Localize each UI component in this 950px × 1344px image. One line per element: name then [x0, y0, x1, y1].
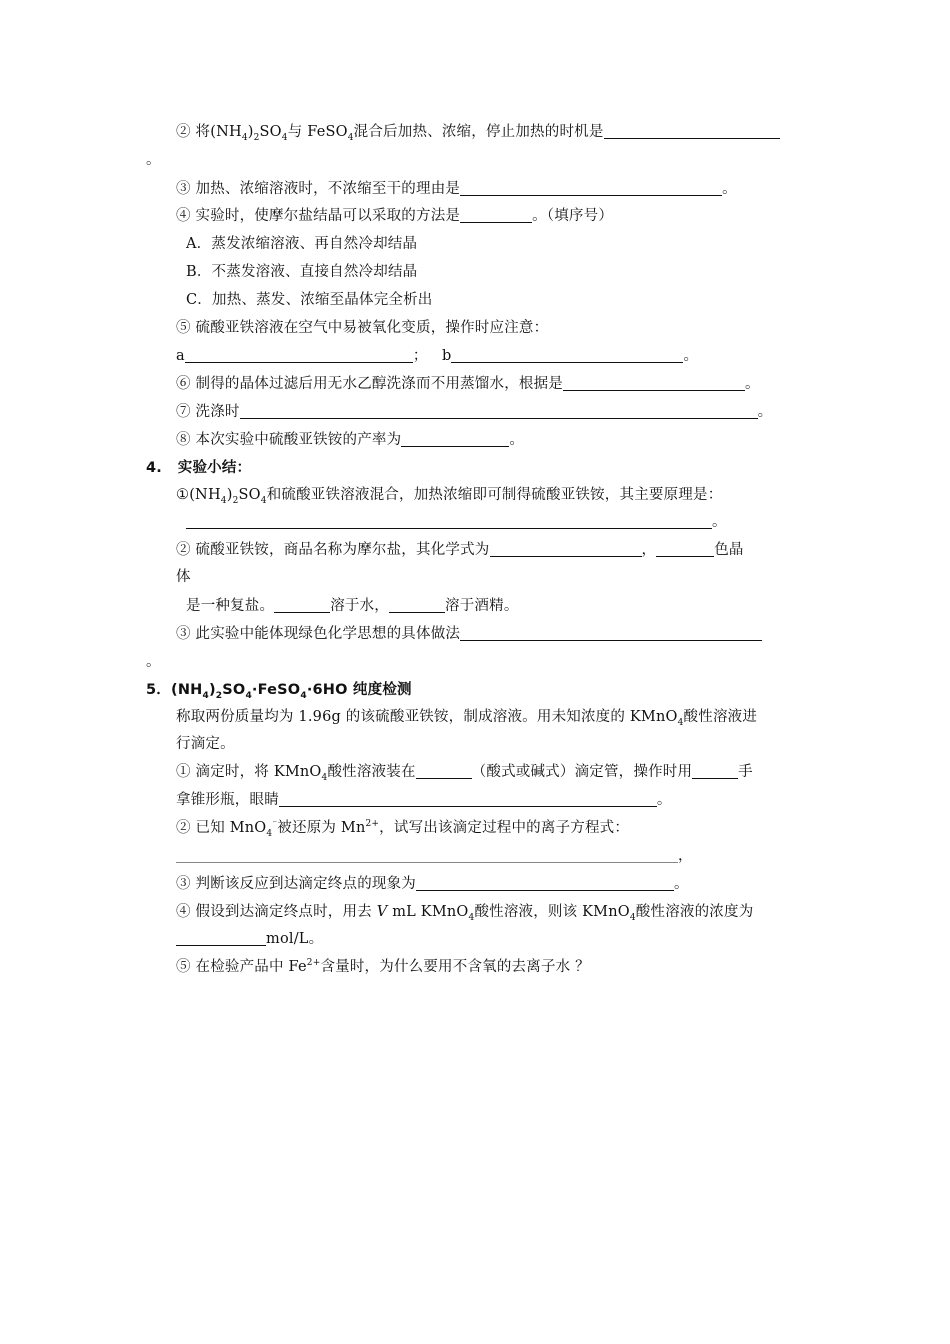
- question-2-line: [176, 122, 780, 142]
- summary-3-line: [176, 624, 762, 644]
- text: ⑤ 在检验产品中 Fe: [176, 959, 307, 975]
- text: 。: [146, 654, 161, 670]
- text: ⑧ 本次实验中硫酸亚铁铵的产率为: [176, 432, 402, 448]
- text: ⑦ 洗涤时: [176, 404, 240, 420]
- subscript: 4: [220, 495, 227, 506]
- text: 手: [738, 764, 753, 780]
- subscript: 4: [677, 717, 684, 728]
- text: 酸性溶液的浓度为: [635, 904, 754, 920]
- answer-blank[interactable]: [416, 764, 472, 779]
- text: 。: [656, 792, 672, 808]
- answer-blank[interactable]: [389, 598, 445, 613]
- text: ①(NH: [176, 487, 221, 503]
- question-7-line: [176, 402, 772, 422]
- text: SO: [238, 487, 261, 503]
- text: 色晶: [714, 542, 744, 558]
- text: 和硫酸亚铁溶液混合，加热浓缩即可制得硫酸亚铁铵，其主要原理是：: [266, 487, 723, 503]
- text: (NH: [210, 124, 242, 140]
- question-4-line: [176, 206, 613, 226]
- text: ② 硫酸亚铁铵，商品名称为摩尔盐，其化学式为: [176, 542, 490, 558]
- question-8-line: [176, 430, 524, 450]
- text: 。: [745, 376, 760, 392]
- text: 酸性溶液装在: [327, 764, 416, 780]
- answer-blank[interactable]: [460, 626, 762, 641]
- titration-1-line: [176, 762, 753, 782]
- text: 含量时，为什么要用不含氧的去离子水 ？: [320, 959, 590, 975]
- text: 。: [674, 876, 689, 892]
- titration-2-answer: [176, 846, 693, 866]
- text: ③ 判断该反应到达滴定终点的现象为: [176, 876, 417, 892]
- subscript: 4: [629, 912, 636, 923]
- subscript: 2: [215, 690, 223, 701]
- option-c: [186, 290, 433, 310]
- answer-blank[interactable]: [460, 181, 722, 196]
- text: b: [442, 348, 452, 364]
- subscript: 2: [232, 495, 239, 506]
- text: ·6HO 纯度检测: [306, 682, 412, 698]
- subscript: 4: [202, 690, 209, 701]
- answer-blank[interactable]: [490, 542, 642, 557]
- subscript: 4: [321, 772, 328, 783]
- superscript: 2+: [365, 819, 380, 830]
- text: ): [247, 124, 254, 140]
- titration-2-line: [176, 818, 629, 838]
- subscript: 4: [300, 690, 307, 701]
- summary-2-cont: [176, 567, 191, 587]
- option-a: [186, 234, 417, 254]
- text: ，: [678, 848, 693, 864]
- text: 。（填序号）: [532, 208, 614, 224]
- summary-1-answer: [186, 512, 727, 532]
- text: 。: [509, 432, 525, 448]
- text: 。: [757, 404, 773, 420]
- text: ，试写出该滴定过程中的离子方程式：: [379, 820, 630, 836]
- text: 酸性溶液，则该 KMnO: [474, 904, 630, 920]
- intro-line: [176, 707, 757, 727]
- text: 5．(NH: [146, 682, 203, 698]
- section-title: 实验小结：: [177, 460, 252, 476]
- text: ② 将: [176, 124, 211, 140]
- answer-blank[interactable]: [176, 848, 678, 863]
- superscript: ⁻: [272, 819, 278, 830]
- titration-4-line: [176, 902, 753, 922]
- text: 酸性溶液进: [683, 709, 758, 725]
- answer-blank[interactable]: [604, 124, 780, 139]
- text: SO: [259, 124, 282, 140]
- answer-blank[interactable]: [563, 376, 745, 391]
- answer-blank[interactable]: [274, 598, 330, 613]
- intro-cont: [176, 734, 235, 754]
- text: ④ 假设到达滴定终点时，用去: [176, 904, 377, 920]
- continuation-line: [146, 150, 161, 170]
- answer-blank-a[interactable]: [185, 348, 413, 363]
- subscript: 4: [281, 132, 288, 143]
- answer-blank[interactable]: [692, 764, 738, 779]
- text: ① 滴定时，将 KMnO: [176, 764, 322, 780]
- subscript: 4: [347, 132, 354, 143]
- text: 。: [722, 181, 737, 197]
- text: ④ 实验时，使摩尔盐结晶可以采取的方法是: [176, 208, 461, 224]
- text: mL KMnO: [387, 904, 469, 920]
- subscript: 4: [266, 828, 273, 839]
- text: B．不蒸发溶液、直接自然冷却结晶: [186, 264, 418, 280]
- titration-4-answer: [176, 929, 323, 949]
- question-6-line: [176, 374, 760, 394]
- text: 。: [683, 348, 699, 364]
- text: 行滴定。: [176, 736, 235, 752]
- superscript: 2+: [306, 958, 321, 969]
- text: 溶于酒精。: [445, 598, 519, 614]
- question-5-line: [176, 318, 548, 338]
- text: 体: [176, 569, 191, 585]
- text: ③ 此实验中能体现绿色化学思想的具体做法: [176, 626, 461, 642]
- answer-blank[interactable]: [460, 208, 532, 223]
- answer-blank[interactable]: [416, 876, 674, 891]
- text: ② 已知 MnO: [176, 820, 267, 836]
- text: 拿锥形瓶，眼睛: [176, 792, 279, 808]
- summary-2-line-b: [186, 596, 519, 616]
- answer-blank[interactable]: [186, 514, 712, 529]
- subscript: 4: [468, 912, 475, 923]
- answer-blank[interactable]: [401, 432, 509, 447]
- section-5-heading: [146, 680, 412, 700]
- titration-5-line: [176, 957, 590, 977]
- summary-2-line: [176, 540, 744, 560]
- continuation-line: [146, 652, 161, 672]
- section-number: 4.: [146, 460, 162, 476]
- question-3-line: [176, 179, 737, 199]
- answer-blank[interactable]: [279, 792, 657, 807]
- text: ⑥ 制得的晶体过滤后用无水乙醇洗涤而不用蒸馏水，根据是: [176, 376, 564, 392]
- subscript: 2: [253, 132, 260, 143]
- text: C．加热、蒸发、浓缩至晶体完全析出: [186, 292, 433, 308]
- answer-blank[interactable]: [176, 931, 266, 946]
- text: 混合后加热、浓缩，停止加热的时机是: [353, 124, 604, 140]
- text: 被还原为 Mn: [277, 820, 366, 836]
- text: ⑤ 硫酸亚铁溶液在空气中易被氧化变质，操作时应注意：: [176, 320, 549, 336]
- text: ): [226, 487, 233, 503]
- answer-blank[interactable]: [656, 542, 714, 557]
- text: ③ 加热、浓缩溶液时，不浓缩至干的理由是: [176, 181, 461, 197]
- text: mol/L。: [266, 931, 324, 947]
- subscript: 4: [260, 495, 267, 506]
- text: ；: [412, 348, 428, 364]
- text: 是一种复盐。: [186, 598, 275, 614]
- text: 。: [712, 514, 727, 530]
- text: ，: [641, 542, 657, 558]
- titration-3-line: [176, 874, 689, 894]
- answer-blank-b[interactable]: [451, 348, 683, 363]
- text: a: [176, 348, 185, 364]
- text: SO: [222, 682, 246, 698]
- answer-blank[interactable]: [240, 404, 758, 419]
- text: 称取两份质量均为 1.96g 的该硫酸亚铁铵，制成溶液。用未知浓度的 KMnO: [176, 709, 678, 725]
- subscript: 4: [241, 132, 248, 143]
- text: （酸式或碱式）滴定管，操作时用: [471, 764, 693, 780]
- subscript: 4: [245, 690, 252, 701]
- option-b: [186, 262, 417, 282]
- text: ): [208, 682, 216, 698]
- section-4-heading: [146, 458, 251, 478]
- answer-line-ab: [176, 346, 698, 366]
- text: 。: [146, 152, 161, 168]
- titration-1-cont: [176, 790, 672, 810]
- text: A．蒸发浓缩溶液、再自然冷却结晶: [186, 236, 418, 252]
- summary-1-line: [176, 485, 722, 505]
- text: 与 FeSO: [287, 124, 348, 140]
- text: 溶于水，: [330, 598, 390, 614]
- text: ·FeSO: [251, 682, 301, 698]
- variable: V: [376, 904, 388, 920]
